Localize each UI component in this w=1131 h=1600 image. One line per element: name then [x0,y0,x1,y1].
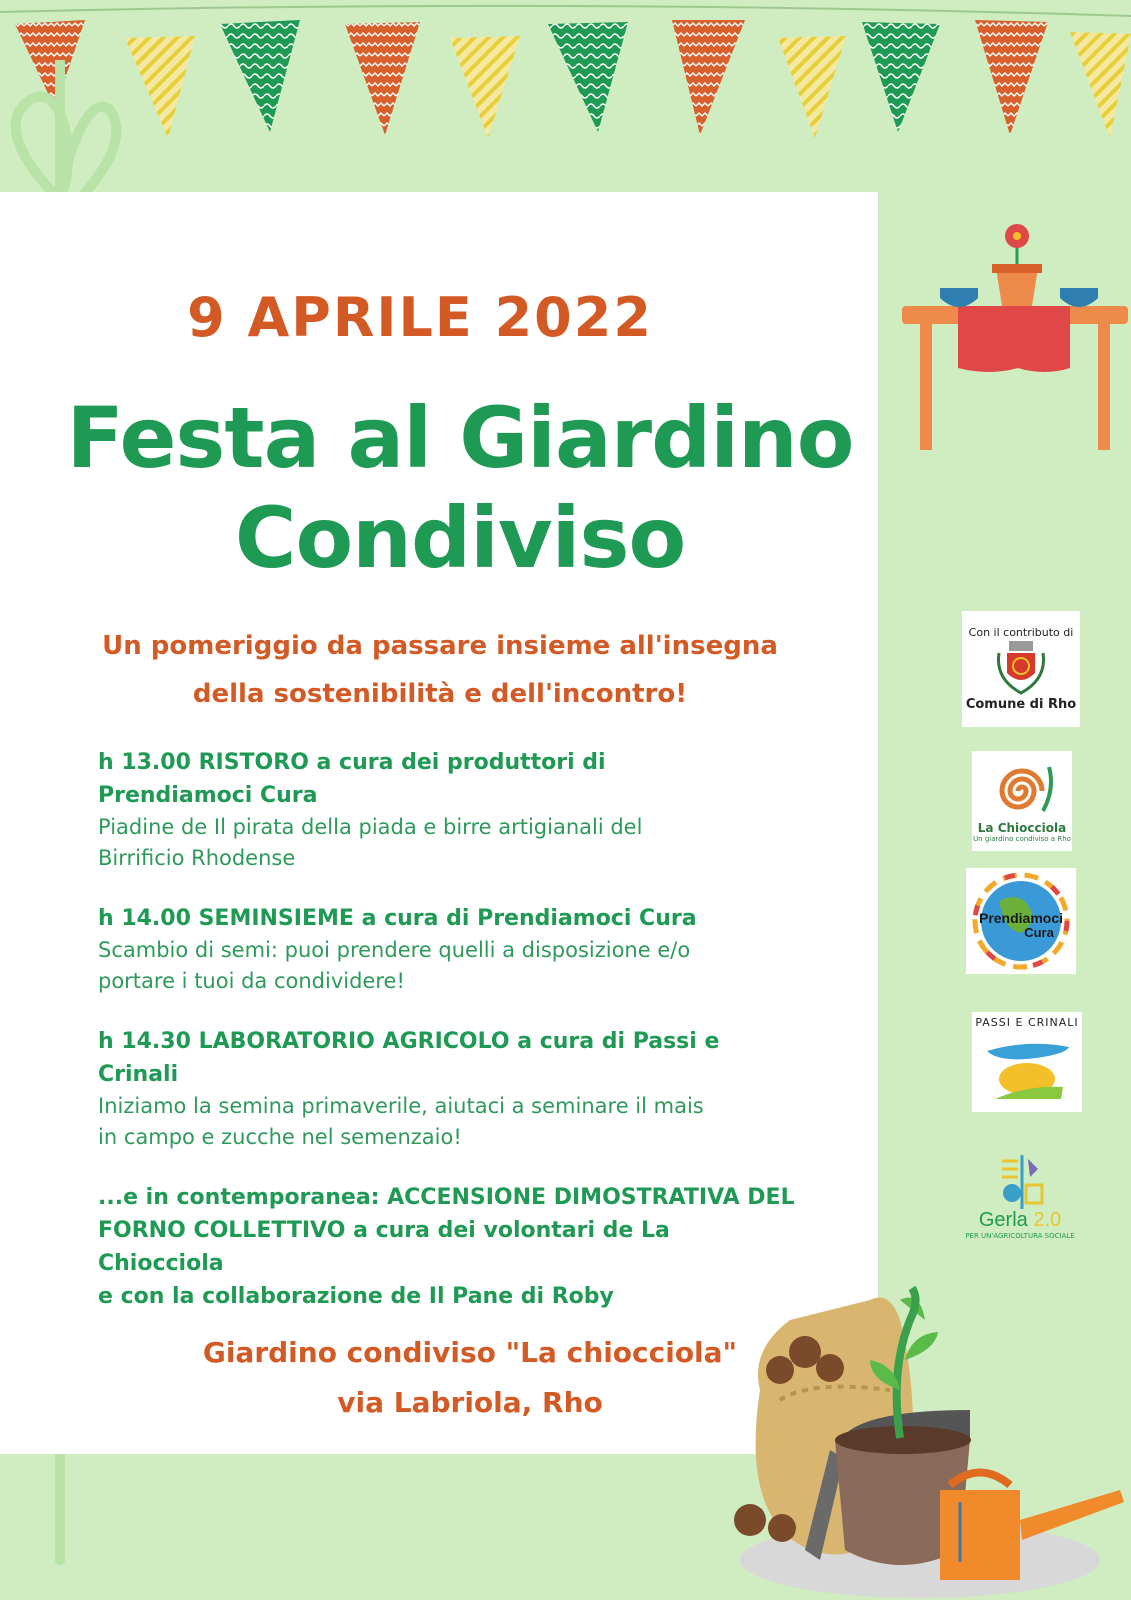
logo-caption: Con il contributo di [968,626,1074,639]
globe-icon [969,871,1073,971]
coat-of-arms-icon [991,639,1051,697]
heading-line: e con la collaborazione de Il Pane di Roby [98,1284,614,1309]
logo-gerla [960,1144,1080,1250]
heading-line: h 14.30 LABORATORIO AGRICOLO a cura di Passi e [98,1029,720,1054]
logo-name: Gerla [978,1208,1028,1231]
heading-line: Prendiamoci Cura [98,783,318,808]
event-date: 9 APRILE 2022 [187,286,653,349]
heading-line: FORNO COLLETTIVO a cura dei volontari de La Chiocciola [98,1218,670,1276]
logo-comune-rho [962,611,1080,727]
program-item-heading [98,1181,798,1313]
table-illustration [900,218,1130,458]
logo-passi-e-crinali [972,1012,1082,1112]
event-title-line2: Condiviso [234,489,686,587]
event-title [40,388,880,588]
event-title-line1: Festa al Giardino [66,389,854,487]
program-list [98,746,798,1341]
logo-tagline: PER UN'AGRICOLTURA SOCIALE [965,1231,1075,1240]
program-item-laboratorio [98,1025,798,1153]
location-address: via Labriola, Rho [337,1386,603,1419]
snail-spiral-icon [987,759,1057,821]
heading-line: Crinali [98,1062,179,1087]
program-item-description [98,1091,798,1153]
description-line: in campo e zucche nel semenzaio! [98,1125,462,1149]
event-location [120,1328,820,1428]
logo-name: PASSI E CRINALI [975,1016,1079,1029]
description-line: Birrificio Rhodense [98,846,296,870]
program-item-seminsieme [98,902,798,997]
heading-line: ...e in contemporanea: ACCENSIONE DIMOSTRATIVA DEL [98,1185,795,1210]
heading-line: h 13.00 RISTORO a cura dei produttori di [98,750,606,775]
program-item-description [98,812,798,874]
logo-name: Prendiamoci [978,910,1064,926]
description-line: portare i tuoi da condividere! [98,969,405,993]
logo-tagline: Un giardino condiviso a Rho [973,835,1071,843]
program-item-heading [98,746,798,812]
logo-name-row [979,1209,1061,1232]
logo-name: Comune di Rho [965,697,1077,712]
event-subtitle-line2: della sostenibilità e dell'incontro! [192,679,688,709]
logo-prendiamoci-cura [966,868,1076,974]
location-venue: Giardino condiviso "La chiocciola" [202,1336,738,1369]
logo-version: 2.0 [1033,1208,1062,1231]
heading-line: h 14.00 SEMINSIEME a cura di Prendiamoci Cura [98,906,697,931]
event-subtitle-line1: Un pomeriggio da passare insieme all'insegna [102,631,778,661]
event-subtitle [60,622,820,718]
program-item-ristoro [98,746,798,874]
logo-name: Cura [1024,925,1054,940]
bunting-decoration [0,0,1131,150]
description-line: Scambio di semi: puoi prendere quelli a disposizione e/o [98,938,691,962]
program-item-description [98,935,798,997]
program-item-heading [98,1025,798,1091]
program-item-forno [98,1181,798,1313]
description-line: Iniziamo la semina primaverile, aiutaci a seminare il mais [98,1094,704,1118]
logo-name: La Chiocciola [977,821,1067,835]
logo-la-chiocciola [972,751,1072,851]
gerla-icon [990,1155,1050,1209]
program-item-heading [98,902,798,935]
hills-sun-icon [977,1029,1077,1107]
description-line: Piadine de Il pirata della piada e birre artigianali del [98,815,643,839]
garden-illustration [720,1280,1131,1600]
